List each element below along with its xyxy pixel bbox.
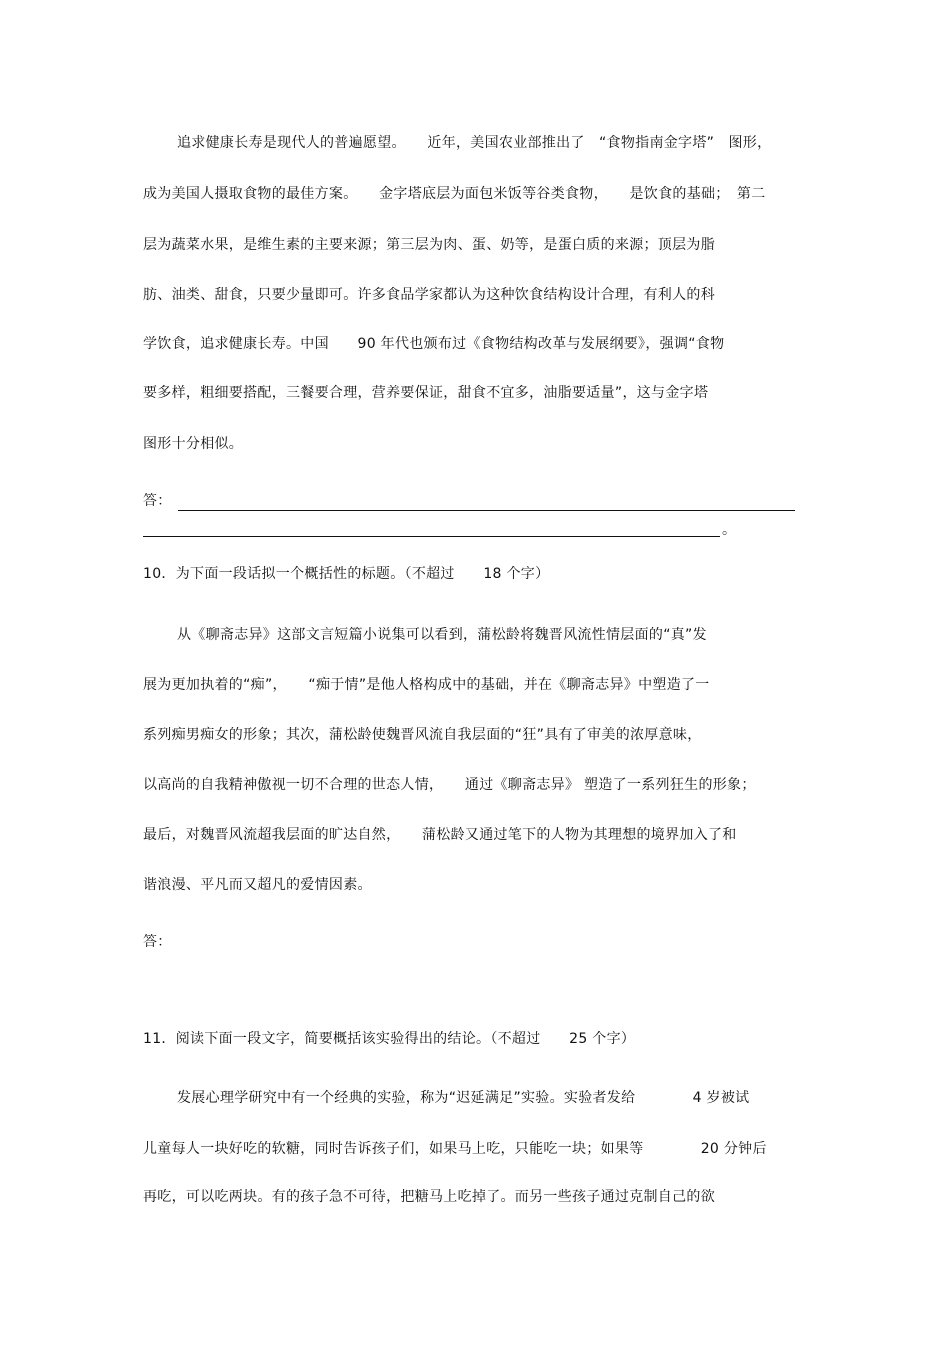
q11-line-3: 再吃，可以吃两块。有的孩子急不可待，把糖马上吃掉了。而另一些孩子通过克制自己的欲 [143, 1189, 715, 1205]
q10-line-4: 以高尚的自我精神傲视一切不合理的世态人情， 通过《聊斋志异》 塑造了一系列狂生的形象； [143, 777, 756, 793]
q11-line-2: 儿童每人一块好吃的软糖，同时告诉孩子们，如果马上吃，只能吃一块；如果等 20 分钟后 [143, 1141, 767, 1157]
q10-line-5: 最后，对魏晋风流超我层面的旷达自然， 蒲松龄又通过笔下的人物为其理想的境界加入了和 [143, 827, 737, 843]
answer-line-1[interactable] [178, 510, 795, 511]
answer-label-2: 答： [143, 934, 172, 950]
question-10-prompt: 10．为下面一段话拟一个概括性的标题。（不超过 18 个字） [143, 566, 550, 582]
passage1-line-4: 肪、油类、甜食，只要少量即可。许多食品学家都认为这种饮食结构设计合理，有利人的科 [143, 287, 715, 303]
passage1-line-5: 学饮食，追求健康长寿。中国 90 年代也颁布过《食物结构改革与发展纲要》，强调“食物 [143, 336, 725, 352]
passage1-line-6: 要多样，粗细要搭配，三餐要合理，营养要保证，甜食不宜多，油脂要适量”，这与金字塔 [143, 385, 709, 401]
q10-line-1: 从《聊斋志异》这部文言短篇小说集可以看到，蒲松龄将魏晋风流性情层面的“真”发 [177, 627, 707, 643]
passage1-line-3: 层为蔬菜水果，是维生素的主要来源；第三层为肉、蛋、奶等，是蛋白质的来源；顶层为脂 [143, 237, 715, 253]
q11-line-1: 发展心理学研究中有一个经典的实验，称为“迟延满足”实验。实验者发给 4 岁被试 [177, 1090, 750, 1106]
q10-line-6: 谐浪漫、平凡而又超凡的爱情因素。 [143, 877, 372, 893]
passage1-line-2: 成为美国人摄取食物的最佳方案。 金字塔底层为面包米饭等谷类食物， 是饮食的基础； 第二 [143, 186, 766, 202]
answer-label-1: 答： [143, 493, 172, 509]
answer-line-2[interactable] [143, 536, 720, 537]
answer-end-period: 。 [722, 522, 736, 538]
passage1-line-1: 追求健康长寿是现代人的普遍愿望。 近年，美国农业部推出了 “食物指南金字塔” 图形， [177, 135, 772, 151]
q10-line-3: 系列痴男痴女的形象；其次，蒲松龄使魏晋风流自我层面的“狂”具有了审美的浓厚意味， [143, 727, 702, 743]
passage1-line-7: 图形十分相似。 [143, 436, 244, 452]
question-11-prompt: 11．阅读下面一段文字，简要概括该实验得出的结论。（不超过 25 个字） [143, 1031, 636, 1047]
q10-line-2: 展为更加执着的“痴”， “痴于情”是他人格构成中的基础，并在《聊斋志异》中塑造了一 [143, 677, 710, 693]
